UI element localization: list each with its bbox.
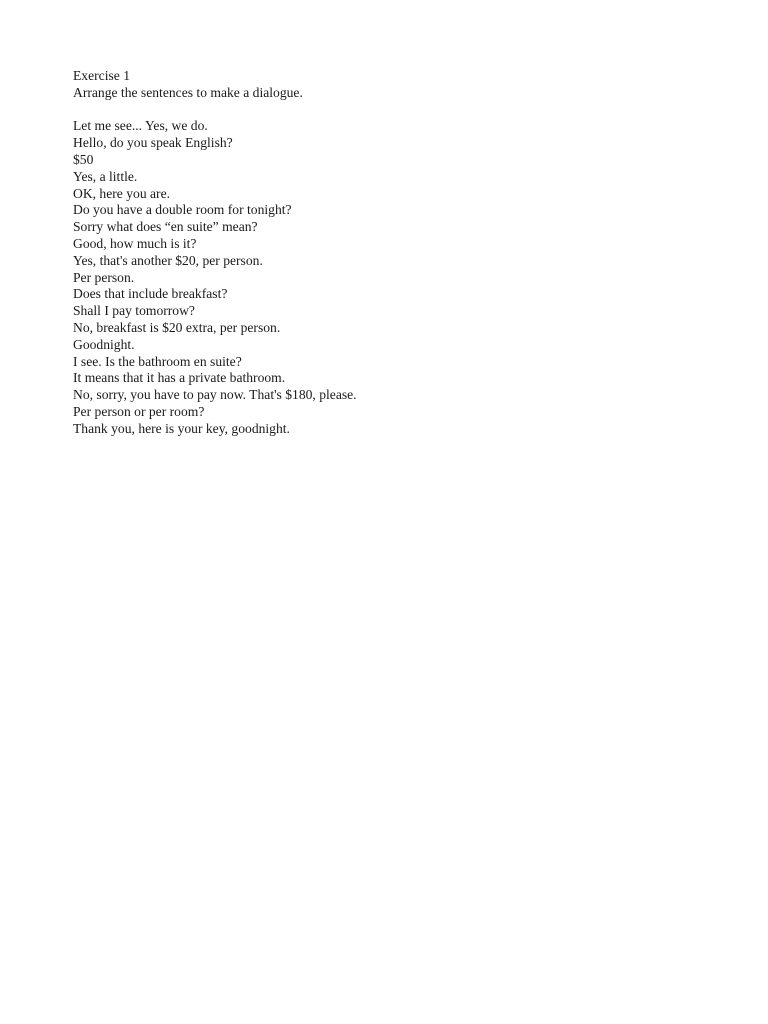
sentence-line: I see. Is the bathroom en suite? [73,353,242,369]
sentence-line: Thank you, here is your key, goodnight. [73,420,290,436]
sentence-line: Let me see... Yes, we do. [73,118,208,134]
sentence-line: Goodnight. [73,336,135,352]
sentence-line: Per person or per room? [73,403,205,419]
sentence-line: Yes, that's another $20, per person. [73,252,263,268]
sentence-line: Hello, do you speak English? [73,135,233,151]
sentence-line: Does that include breakfast? [73,286,228,302]
sentence-line: Shall I pay tomorrow? [73,303,195,319]
exercise-title: Exercise 1 [73,68,130,83]
sentence-line: No, breakfast is $20 extra, per person. [73,319,281,335]
sentence-line: Sorry what does “en suite” mean? [73,219,258,235]
paragraph-spacer [73,102,693,119]
sentence-line: No, sorry, you have to pay now. That's $180, please. [73,387,357,403]
sentence-line: Per person. [73,269,135,285]
sentence-line: Yes, a little. [73,168,138,184]
sentence-line: Good, how much is it? [73,235,197,251]
sentence-line: OK, here you are. [73,185,171,201]
exercise-content [73,68,693,438]
sentence-list [73,118,693,437]
sentence-line: Do you have a double room for tonight? [73,202,292,218]
sentence-line: It means that it has a private bathroom. [73,370,286,386]
exercise-instruction: Arrange the sentences to make a dialogue. [73,84,303,100]
sentence-line: $50 [73,151,94,167]
